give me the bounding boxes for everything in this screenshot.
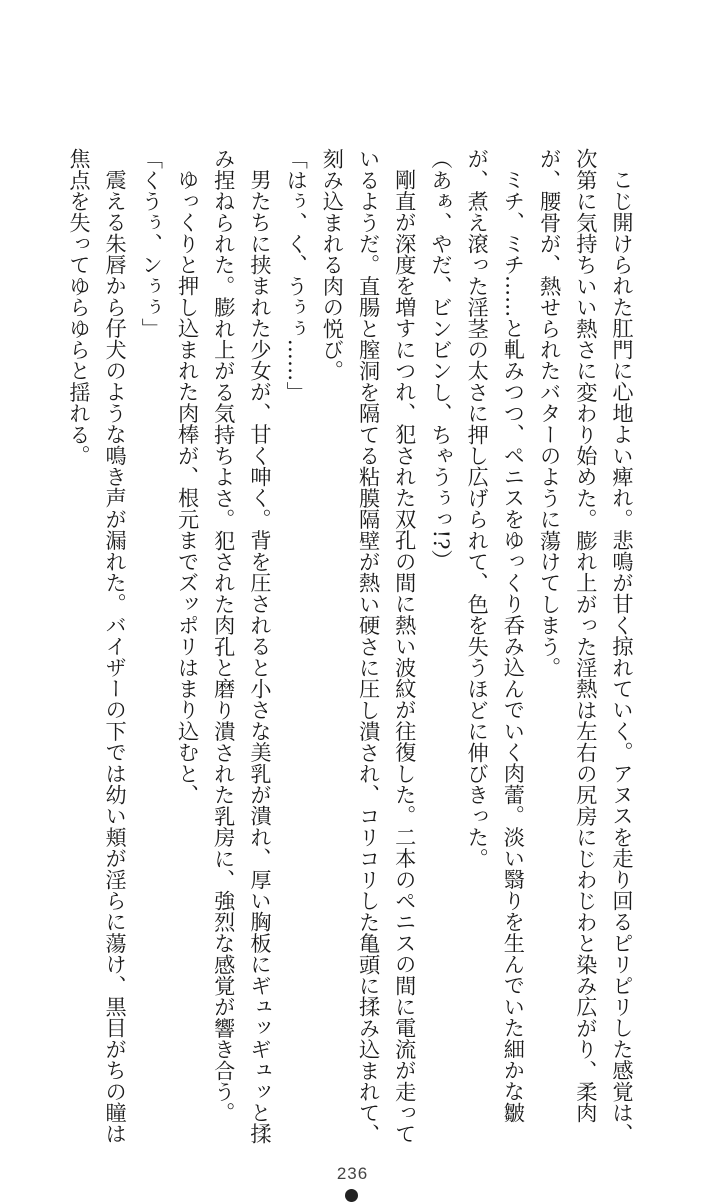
page-marker-dot-icon (345, 1189, 358, 1202)
paragraph: ゆっくりと押し込まれた肉棒が、根元までズッポリはまり込むと、 (175, 169, 201, 806)
inner-monologue: （あぁ、やだ、ビンビンし、ちゃうぅっ!?） (428, 148, 454, 571)
paragraph: こじ開けられた肛門に心地よい痺れ。悲鳴が甘く掠れていく。アヌスを走り回るピリピリした感覚は、次第に気持ちいい熱さに変わり始めた。膨れ上がった淫熱は左右の尻房にじわじわと染み広がり、柔肉が、腰骨が、熱せられたバターのように蕩けてしまう。 (537, 148, 635, 1145)
paragraph: 剛直が深度を増すにつれ、犯された双孔の間に熱い波紋が往復した。二本のペニスの間に電流が走っているようだ。直腸と膣洞を隔てる粘膜隔壁が熱い硬さに圧し潰され、コリコリした亀頭に揉み込まれて、刻み込まれる肉の悦び。 (320, 148, 418, 1145)
vertical-text-body (60, 148, 640, 1148)
paragraph: 震える朱唇から仔犬のような鳴き声が漏れた。バイザーの下では幼い頬が淫らに蕩け、黒目がちの瞳は焦点を失ってゆらゆらと揺れる。 (66, 148, 129, 1145)
paragraph: ミチ、ミチ……と軋みつつ、ペニスをゆっくり呑み込んでいく肉蕾。淡い翳りを生んでいた細かな皺が、煮え滾った淫茎の太さに押し広げられて、色を失うほどに伸びきった。 (465, 148, 527, 1124)
dialogue-line: 「くうぅ、ンぅぅ」 (139, 148, 165, 339)
dialogue-line: 「はぅ、く、うぅぅ……」 (284, 148, 310, 403)
page-number: 236 (336, 1164, 369, 1183)
paragraph: 男たちに挟まれた少女が、甘く呻く。背を圧されると小さな美乳が潰れ、厚い胸板にギュッギュッと揉み捏ねられた。膨れ上がる気持ちよさ。犯された肉孔と磨り潰された乳房に、強烈な感覚が響き合う。 (211, 148, 273, 1145)
